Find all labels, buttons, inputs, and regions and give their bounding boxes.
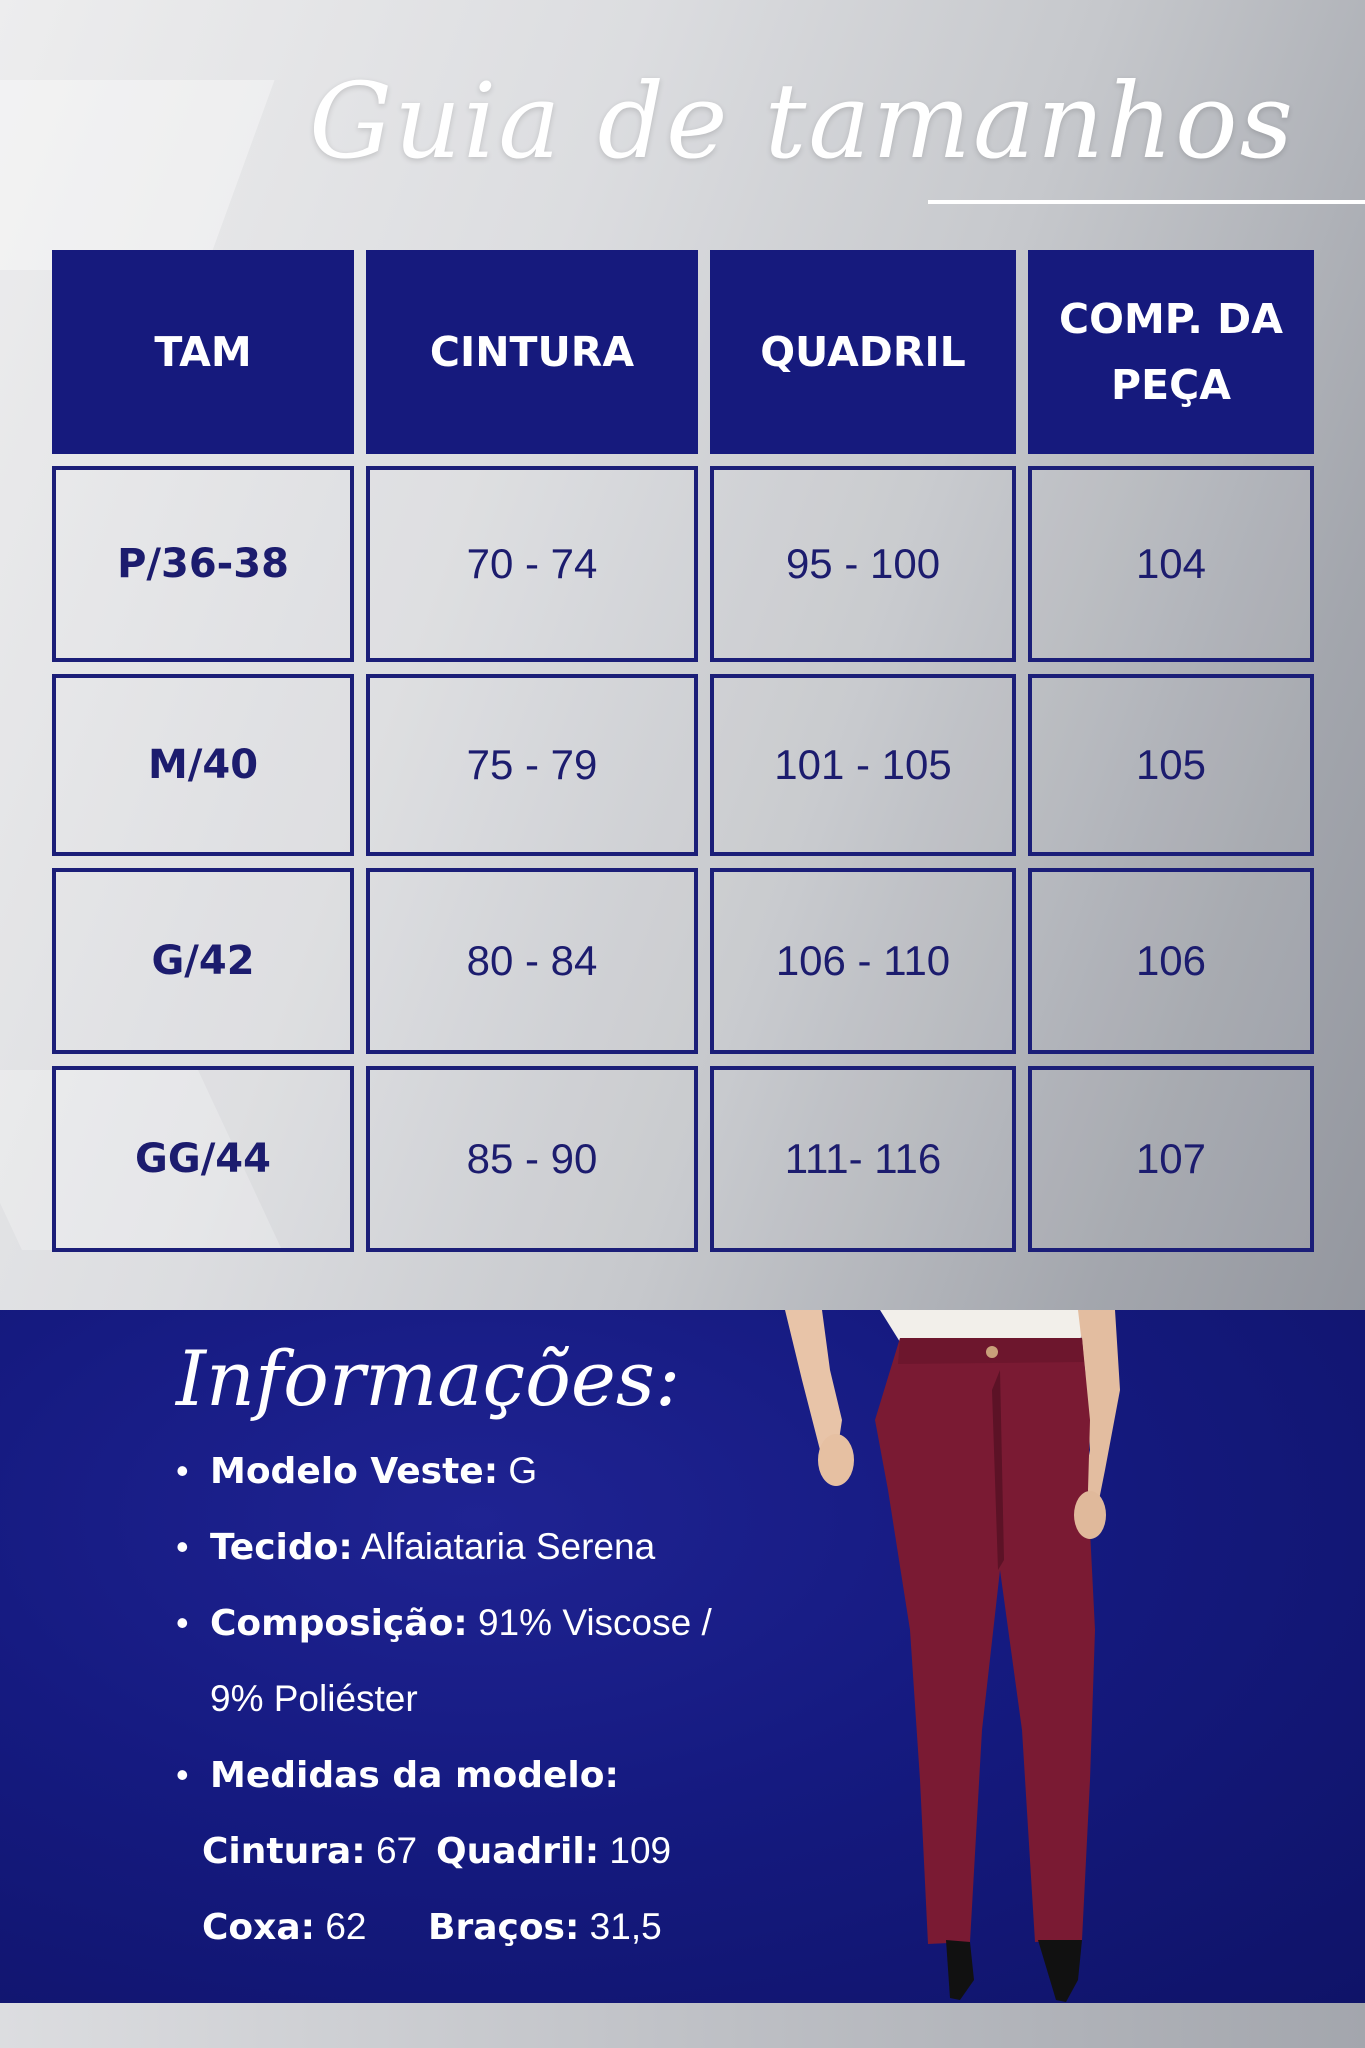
model-shirt: [880, 1310, 1090, 1342]
composicao-value-2: 9% Poliéster: [210, 1678, 418, 1719]
footer-strip: [0, 2003, 1365, 2048]
model-button: [986, 1346, 998, 1358]
info-medidas-row2: [202, 1906, 367, 1948]
quadril-value: 109: [609, 1830, 672, 1871]
bracos-value: 31,5: [589, 1906, 662, 1947]
modelo-value: G: [508, 1450, 538, 1491]
info-tecido: [176, 1526, 655, 1568]
cell-quadril: 95 - 100: [710, 466, 1016, 662]
bullet-icon: •: [176, 1602, 189, 1643]
cell-comprimento: 105: [1028, 674, 1314, 856]
header-comprimento-text: COMP. DA PEÇA: [1059, 295, 1283, 409]
cell-size: GG/44: [52, 1066, 354, 1252]
quadril-label: Quadril:: [436, 1831, 600, 1872]
info-medidas-row2b: [428, 1906, 662, 1948]
header-tam: TAM: [52, 250, 354, 454]
model-left-hand: [818, 1434, 854, 1486]
cell-cintura: 75 - 79: [366, 674, 698, 856]
composicao-value: 91% Viscose /: [477, 1602, 712, 1643]
bullet-icon: •: [176, 1526, 189, 1567]
cell-comprimento: 104: [1028, 466, 1314, 662]
header-quadril: QUADRIL: [710, 250, 1016, 454]
model-photo: [760, 1310, 1140, 2003]
header-cintura: CINTURA: [366, 250, 698, 454]
cintura-value: 67: [375, 1830, 418, 1871]
cell-cintura: 70 - 74: [366, 466, 698, 662]
coxa-label: Coxa:: [202, 1907, 316, 1948]
bracos-label: Braços:: [428, 1907, 580, 1948]
title-underline: [928, 200, 1365, 204]
cell-quadril: 106 - 110: [710, 868, 1016, 1054]
table-header-row: [52, 250, 1314, 454]
info-title: Informações:: [176, 1334, 681, 1423]
info-modelo: [176, 1450, 537, 1492]
info-composicao: [176, 1602, 712, 1644]
info-medidas-row1b: [436, 1830, 671, 1872]
medidas-label: Medidas da modelo:: [210, 1755, 619, 1796]
model-left-shoe: [946, 1940, 974, 2000]
cell-size: G/42: [52, 868, 354, 1054]
table-row: [52, 868, 1314, 1054]
cell-comprimento: 106: [1028, 868, 1314, 1054]
cell-comprimento: 107: [1028, 1066, 1314, 1252]
info-medidas: [176, 1754, 619, 1796]
info-section: [0, 1310, 1365, 2003]
cell-cintura: 85 - 90: [366, 1066, 698, 1252]
info-medidas-row1: [202, 1830, 417, 1872]
model-right-hand: [1074, 1491, 1106, 1539]
cintura-label: Cintura:: [202, 1831, 366, 1872]
page-title: Guia de tamanhos: [309, 60, 1295, 182]
info-composicao-cont: [210, 1678, 418, 1720]
cell-size: P/36-38: [52, 466, 354, 662]
model-pants: [875, 1338, 1095, 1944]
cell-quadril: 111- 116: [710, 1066, 1016, 1252]
table-row: [52, 1066, 1314, 1252]
model-right-shoe: [1038, 1940, 1082, 2002]
table-row: [52, 674, 1314, 856]
coxa-value: 62: [325, 1906, 367, 1947]
composicao-label: Composição:: [210, 1603, 468, 1644]
cell-cintura: 80 - 84: [366, 868, 698, 1054]
tecido-value: Alfaiataria Serena: [361, 1526, 656, 1567]
modelo-label: Modelo Veste:: [210, 1451, 499, 1492]
cell-size: M/40: [52, 674, 354, 856]
bullet-icon: •: [176, 1450, 189, 1491]
cell-quadril: 101 - 105: [710, 674, 1016, 856]
background-decoration: [0, 80, 275, 270]
bullet-icon: •: [176, 1754, 189, 1795]
tecido-label: Tecido:: [210, 1527, 353, 1568]
table-row: [52, 466, 1314, 662]
header-comprimento: [1028, 250, 1314, 454]
